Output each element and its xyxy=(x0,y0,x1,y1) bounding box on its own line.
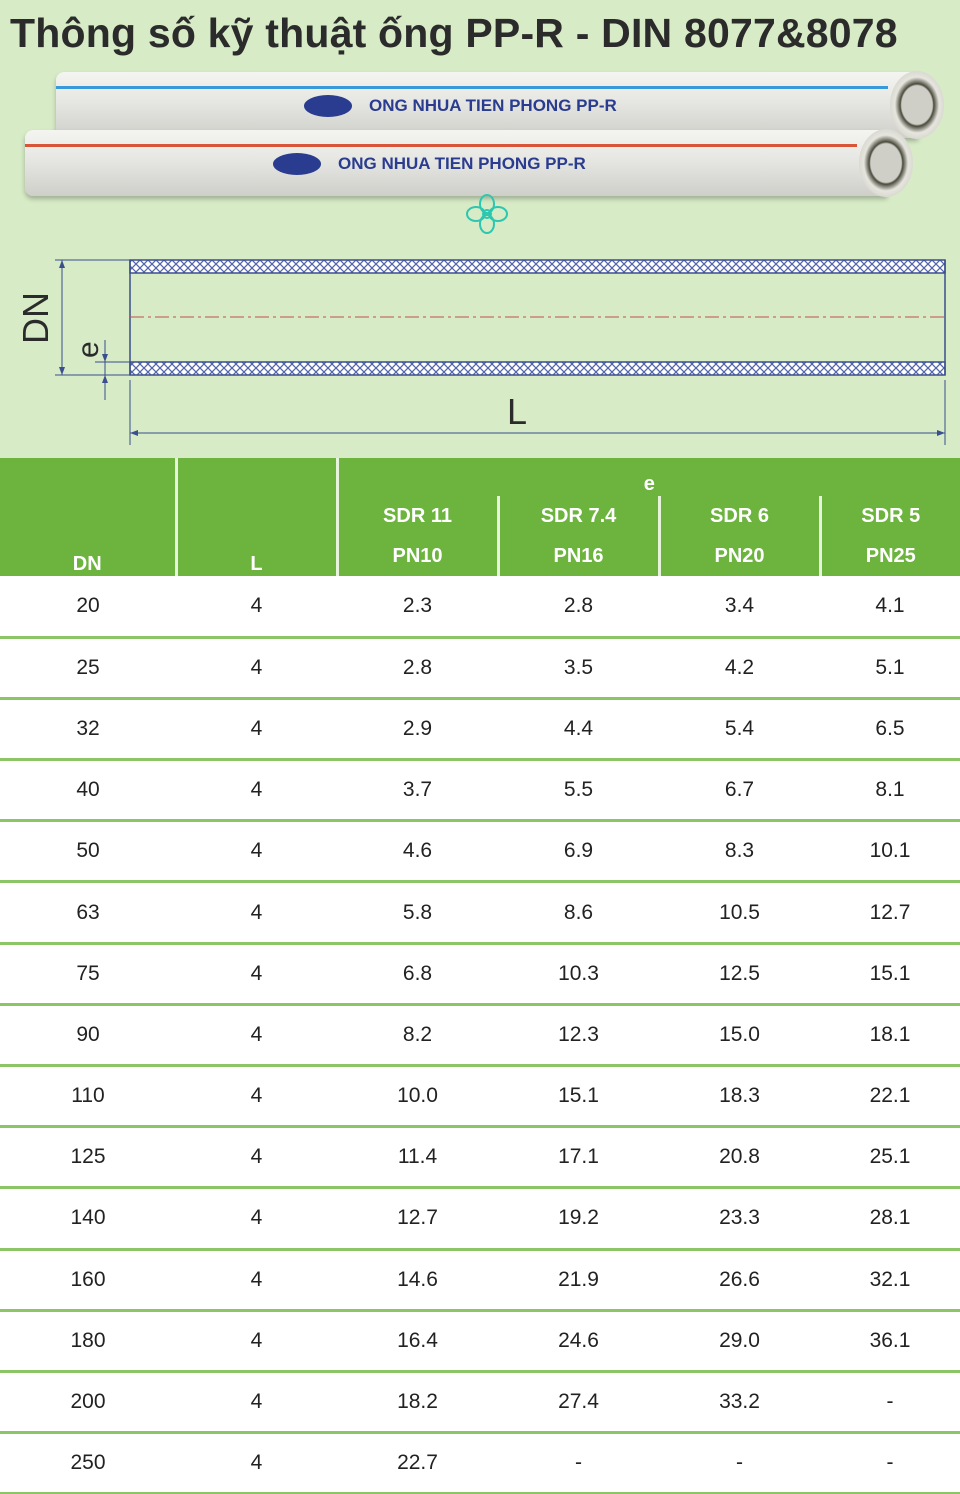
sdr7-4-cell: 4.4 xyxy=(498,698,659,759)
length-cell: 4 xyxy=(176,760,337,821)
sdr5-cell: 5.1 xyxy=(820,637,960,698)
dn-cell: 200 xyxy=(0,1371,176,1432)
sdr5-cell: 10.1 xyxy=(820,821,960,882)
length-cell: 4 xyxy=(176,1004,337,1065)
length-cell: 4 xyxy=(176,698,337,759)
sdr6-cell: 18.3 xyxy=(659,1066,820,1127)
pipe-image-top xyxy=(56,72,918,138)
pipe-end-top xyxy=(890,71,944,139)
sdr6-cell: 29.0 xyxy=(659,1310,820,1371)
dn-cell: 75 xyxy=(0,943,176,1004)
sdr6-cell: 12.5 xyxy=(659,943,820,1004)
dn-cell: 40 xyxy=(0,760,176,821)
header-sdr-label: SDR 5 xyxy=(861,505,921,527)
length-cell: 4 xyxy=(176,1066,337,1127)
spec-table-body xyxy=(0,576,960,1494)
dn-cell: 180 xyxy=(0,1310,176,1371)
sdr7-4-cell: - xyxy=(498,1433,659,1494)
header-sdr5 xyxy=(820,496,960,576)
header-sdr6 xyxy=(659,496,820,576)
table-row xyxy=(0,821,960,882)
table-row xyxy=(0,1433,960,1494)
sdr6-cell: 3.4 xyxy=(659,576,820,637)
sdr5-cell: 4.1 xyxy=(820,576,960,637)
table-row xyxy=(0,1371,960,1432)
length-cell: 4 xyxy=(176,882,337,943)
sdr11-cell: 2.3 xyxy=(337,576,498,637)
length-cell: 4 xyxy=(176,1371,337,1432)
table-row xyxy=(0,1066,960,1127)
table-row xyxy=(0,882,960,943)
spec-table xyxy=(0,458,960,1494)
sdr7-4-cell: 27.4 xyxy=(498,1371,659,1432)
sdr11-cell: 12.7 xyxy=(337,1188,498,1249)
length-cell: 4 xyxy=(176,1188,337,1249)
sdr6-cell: 26.6 xyxy=(659,1249,820,1310)
dn-cell: 110 xyxy=(0,1066,176,1127)
sdr6-cell: 33.2 xyxy=(659,1371,820,1432)
sdr5-cell: 36.1 xyxy=(820,1310,960,1371)
pipe-image-bottom xyxy=(25,130,887,196)
sdr6-cell: 4.2 xyxy=(659,637,820,698)
sdr5-cell: 28.1 xyxy=(820,1188,960,1249)
dn-cell: 90 xyxy=(0,1004,176,1065)
pipe-wall-top xyxy=(130,260,945,273)
length-cell: 4 xyxy=(176,1249,337,1310)
header-sdr11 xyxy=(337,496,498,576)
length-cell: 4 xyxy=(176,821,337,882)
sdr11-cell: 18.2 xyxy=(337,1371,498,1432)
dn-cell: 160 xyxy=(0,1249,176,1310)
header-sdr7-4 xyxy=(498,496,659,576)
length-cell: 4 xyxy=(176,1433,337,1494)
table-row xyxy=(0,698,960,759)
sdr5-cell: - xyxy=(820,1371,960,1432)
header-pn-label: PN16 xyxy=(553,545,604,567)
header-pn-label: PN25 xyxy=(865,545,916,567)
table-row xyxy=(0,637,960,698)
dn-cell: 125 xyxy=(0,1127,176,1188)
header-sdr-label: SDR 7.4 xyxy=(540,505,617,527)
dn-label: DN xyxy=(15,292,56,344)
length-cell: 4 xyxy=(176,1310,337,1371)
table-row xyxy=(0,1127,960,1188)
dn-cell: 63 xyxy=(0,882,176,943)
page-title: Thông số kỹ thuật ống PP-R - DIN 8077&8078 xyxy=(10,10,898,56)
dn-cell: 32 xyxy=(0,698,176,759)
header-dn: DN xyxy=(0,458,176,576)
e-label: e xyxy=(72,341,105,358)
table-row xyxy=(0,1004,960,1065)
length-cell: 4 xyxy=(176,1127,337,1188)
pipe-stripe-bottom xyxy=(25,144,857,147)
pipe-wall-bottom xyxy=(130,362,945,375)
length-cell: 4 xyxy=(176,943,337,1004)
sdr7-4-cell: 8.6 xyxy=(498,882,659,943)
sdr11-cell: 5.8 xyxy=(337,882,498,943)
sdr7-4-cell: 21.9 xyxy=(498,1249,659,1310)
header-l: L xyxy=(176,458,337,576)
header-sdr-label: SDR 6 xyxy=(710,505,769,527)
sdr11-cell: 2.8 xyxy=(337,637,498,698)
sdr5-cell: 12.7 xyxy=(820,882,960,943)
header-sdr-label: SDR 11 xyxy=(383,505,452,527)
sdr6-cell: - xyxy=(659,1433,820,1494)
sdr7-4-cell: 5.5 xyxy=(498,760,659,821)
sdr6-cell: 20.8 xyxy=(659,1127,820,1188)
dn-cell: 25 xyxy=(0,637,176,698)
sdr11-cell: 3.7 xyxy=(337,760,498,821)
sdr11-cell: 16.4 xyxy=(337,1310,498,1371)
sdr11-cell: 6.8 xyxy=(337,943,498,1004)
pipe-label-top: ONG NHUA TIEN PHONG PP-R xyxy=(369,96,617,115)
sdr11-cell: 8.2 xyxy=(337,1004,498,1065)
brand-logo-icon xyxy=(273,153,321,175)
sdr7-4-cell: 6.9 xyxy=(498,821,659,882)
sdr11-cell: 22.7 xyxy=(337,1433,498,1494)
sdr5-cell: - xyxy=(820,1433,960,1494)
sdr6-cell: 6.7 xyxy=(659,760,820,821)
header-e-group: e xyxy=(337,458,960,496)
sdr5-cell: 15.1 xyxy=(820,943,960,1004)
sdr5-cell: 22.1 xyxy=(820,1066,960,1127)
sdr5-cell: 32.1 xyxy=(820,1249,960,1310)
sdr5-cell: 8.1 xyxy=(820,760,960,821)
sdr5-cell: 25.1 xyxy=(820,1127,960,1188)
pipe-stripe-top xyxy=(56,86,888,89)
brand-logo-icon xyxy=(304,95,352,117)
sdr7-4-cell: 2.8 xyxy=(498,576,659,637)
table-row xyxy=(0,1188,960,1249)
sdr6-cell: 10.5 xyxy=(659,882,820,943)
sdr7-4-cell: 19.2 xyxy=(498,1188,659,1249)
sdr7-4-cell: 12.3 xyxy=(498,1004,659,1065)
sdr7-4-cell: 15.1 xyxy=(498,1066,659,1127)
sdr11-cell: 10.0 xyxy=(337,1066,498,1127)
table-row xyxy=(0,760,960,821)
flower-watermark-icon xyxy=(463,192,511,236)
table-row xyxy=(0,576,960,637)
pipe-end-bottom xyxy=(859,129,913,197)
table-row xyxy=(0,1249,960,1310)
length-cell: 4 xyxy=(176,576,337,637)
sdr6-cell: 23.3 xyxy=(659,1188,820,1249)
dn-cell: 50 xyxy=(0,821,176,882)
table-row xyxy=(0,943,960,1004)
length-cell: 4 xyxy=(176,637,337,698)
dn-cell: 140 xyxy=(0,1188,176,1249)
sdr7-4-cell: 3.5 xyxy=(498,637,659,698)
sdr5-cell: 18.1 xyxy=(820,1004,960,1065)
sdr5-cell: 6.5 xyxy=(820,698,960,759)
sdr7-4-cell: 17.1 xyxy=(498,1127,659,1188)
header-pn-label: PN10 xyxy=(392,545,443,567)
sdr11-cell: 11.4 xyxy=(337,1127,498,1188)
sdr7-4-cell: 10.3 xyxy=(498,943,659,1004)
pipe-label-bottom: ONG NHUA TIEN PHONG PP-R xyxy=(338,154,586,173)
dn-cell: 250 xyxy=(0,1433,176,1494)
sdr11-cell: 4.6 xyxy=(337,821,498,882)
l-label: L xyxy=(507,391,528,432)
pipe-dimension-diagram xyxy=(0,240,960,455)
sdr11-cell: 2.9 xyxy=(337,698,498,759)
sdr11-cell: 14.6 xyxy=(337,1249,498,1310)
sdr6-cell: 15.0 xyxy=(659,1004,820,1065)
dn-cell: 20 xyxy=(0,576,176,637)
sdr6-cell: 5.4 xyxy=(659,698,820,759)
sdr6-cell: 8.3 xyxy=(659,821,820,882)
sdr7-4-cell: 24.6 xyxy=(498,1310,659,1371)
table-row xyxy=(0,1310,960,1371)
header-pn-label: PN20 xyxy=(714,545,765,567)
